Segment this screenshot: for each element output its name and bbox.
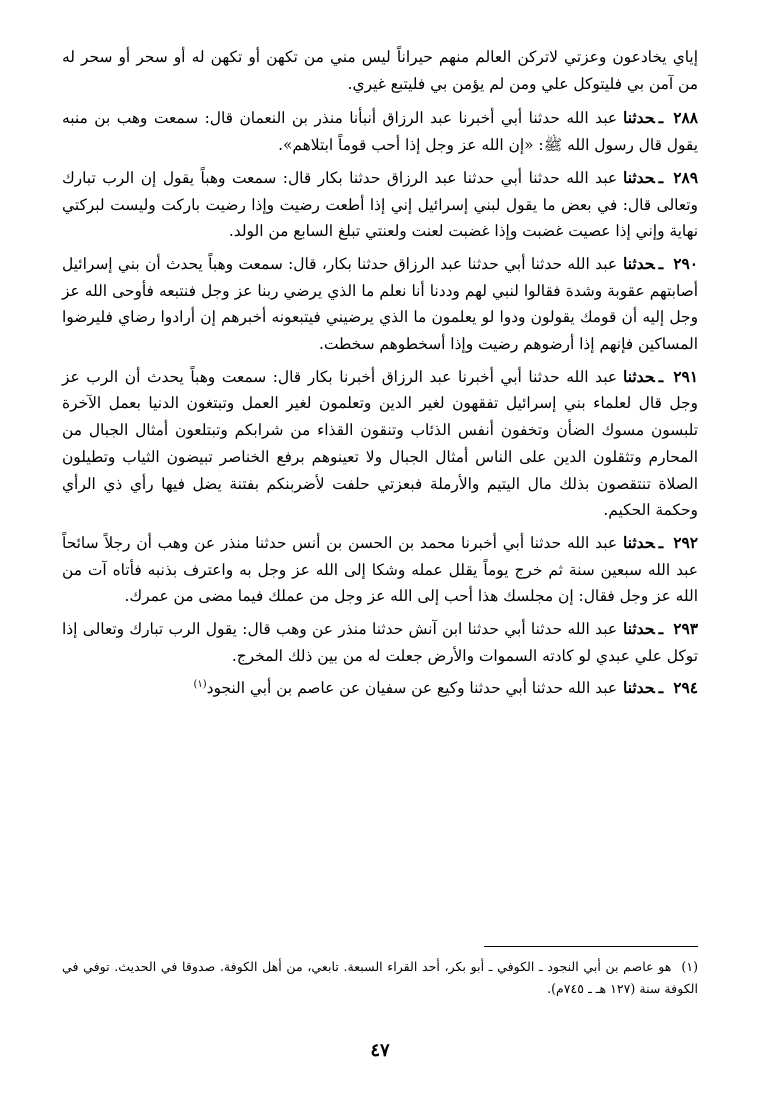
intro-paragraph: إياي يخادعون وعزتي لاتركن العالم منهم حيراناً ليس مني من تكهن أو تكهن له أو سحر أو سحر له من آمن بي فليتوكل علي ومن لم يؤمن بي فليتبع غيري. (62, 48, 698, 93)
separator: ـ (658, 533, 664, 552)
footnote-text: هو عاصم بن أبي النجود ـ الكوفي ـ أبو بكر، أحد القراء السبعة. تابعي، من أهل الكوفة. صدوقا في الحديث. توفي في الكوفة سنة (١٢٧ هـ ـ ٧٤٥م). (62, 959, 698, 996)
hadith-number: ٢٩٢ (673, 533, 698, 552)
hadith-291 (62, 364, 698, 524)
hadith-294 (62, 675, 698, 702)
hadith-keyword: حدثنا (623, 254, 655, 273)
footnote-reference[interactable]: (١) (193, 679, 207, 691)
hadith-keyword: حدثنا (623, 168, 655, 187)
hadith-288 (62, 105, 698, 158)
separator: ـ (658, 109, 664, 128)
hadith-number: ٢٩١ (673, 367, 698, 386)
separator: ـ (658, 254, 664, 273)
separator: ـ (658, 620, 664, 639)
separator: ـ (658, 367, 664, 386)
hadith-text: عبد الله حدثنا أبي أخبرنا عبد الرزاق أخبرنا بكار قال: سمعت وهباً يحدث أن الرب عز وجل قال لعلماء بني إسرائيل تفقهون لغير الدين وتعلمون لغير العمل وتبتغون الدنيا بعمل الآخرة تلبسون مسوك الضأن وتخفون أنفس الذئاب وتنقون القذاء من شرابكم وتبتلعون أمثال الجبال من المحارم وتثقلون الدين على الناس أمثال الجبال ولا تعينوهم برفع الخناصر تبيضون الثياب وتطيلون الصلاة تنتقصون بذلك مال اليتيم والأرملة فبعزتي حلفت لأضربنكم بفتنة يضل فيها رأي ذي الرأي وحكمة الحكيم. (62, 367, 698, 520)
hadith-text: عبد الله حدثنا أبي حدثنا ابن آنش حدثنا منذر عن وهب قال: يقول الرب تبارك وتعالى إذا توكل علي عبدي لو كادته السموات والأرض جعلت له من بين ذلك المخرج. (62, 620, 698, 665)
hadith-keyword: حدثنا (623, 367, 655, 386)
hadith-290 (62, 251, 698, 358)
hadith-text: عبد الله حدثنا أبي حدثنا عبد الرزاق حدثنا بكار، قال: سمعت وهباً يحدث أن بني إسرائيل أصابتهم عقوبة وشدة فقالوا لنبي لهم وددنا أنا نعلم ما الذي يرضي ربنا عز وجل فنتبعه فأوحى الله عز وجل إليه أن قومك يقولون ودوا لو يعلمون ما الذي يرضيني فيتبعونه أخبرهم إن أرادوا رضاي فليرضوا المساكين فإنهم إذا أرضوهم رضيت وإذا أسخطوهم سخطت. (62, 254, 698, 354)
hadith-text: عبد الله حدثنا أبي أخبرنا محمد بن الحسن بن أنس حدثنا منذر عن وهب أن رجلاً سائحاً عبد الله سبعين سنة ثم خرج يوماً يقلل عمله وشكا إلى الله عز وجل به واعترف بذنبه فأتاه آت من الله عز وجل فقال: إن مجلسك هذا أحب إلى الله عز وجل من عملك فيما مضى من عمرك. (62, 533, 698, 606)
hadith-292 (62, 530, 698, 610)
hadith-text: عبد الله حدثنا أبي أخبرنا عبد الرزاق أنبأنا منذر بن النعمان قال: سمعت وهب بن منبه يقول قال رسول الله ﷺ: «إن الله عز وجل إذا أحب قوماً ابتلاهم». (62, 109, 698, 155)
hadith-289 (62, 165, 698, 245)
separator: ـ (658, 168, 664, 187)
separator: ـ (658, 679, 664, 698)
hadith-keyword: حدثنا (623, 533, 655, 552)
hadith-number: ٢٩٣ (673, 620, 698, 639)
hadith-number: ٢٨٨ (673, 109, 698, 128)
page-number: ٤٧ (370, 1040, 390, 1061)
footnote-divider (484, 946, 698, 947)
footnote (62, 956, 698, 1000)
hadith-keyword: حدثنا (623, 620, 655, 639)
hadith-293 (62, 616, 698, 669)
main-text (62, 44, 698, 702)
hadith-text: عبد الله حدثنا أبي حدثنا عبد الرزاق حدثنا بكار قال: سمعت وهباً يقول إن الرب تبارك وتعالى قال: في بعض ما يقول لبني إسرائيل إني إذا أطعت رضيت وإذا رضيت باركت وليست لبركتي نهاية وإني إذا عصيت غضبت وإذا غضبت لعنت ولعنتي تبلغ السابع من الولد. (62, 168, 698, 241)
hadith-keyword: حدثنا (623, 679, 655, 698)
footnote-marker: (١) (681, 959, 698, 974)
hadith-number: ٢٩٠ (673, 254, 698, 273)
hadith-number: ٢٨٩ (673, 168, 698, 187)
hadith-text: عبد الله حدثنا أبي حدثنا وكيع عن سفيان عن عاصم بن أبي النجود (206, 679, 618, 698)
hadith-number: ٢٩٤ (673, 679, 698, 698)
hadith-keyword: حدثنا (623, 109, 655, 128)
